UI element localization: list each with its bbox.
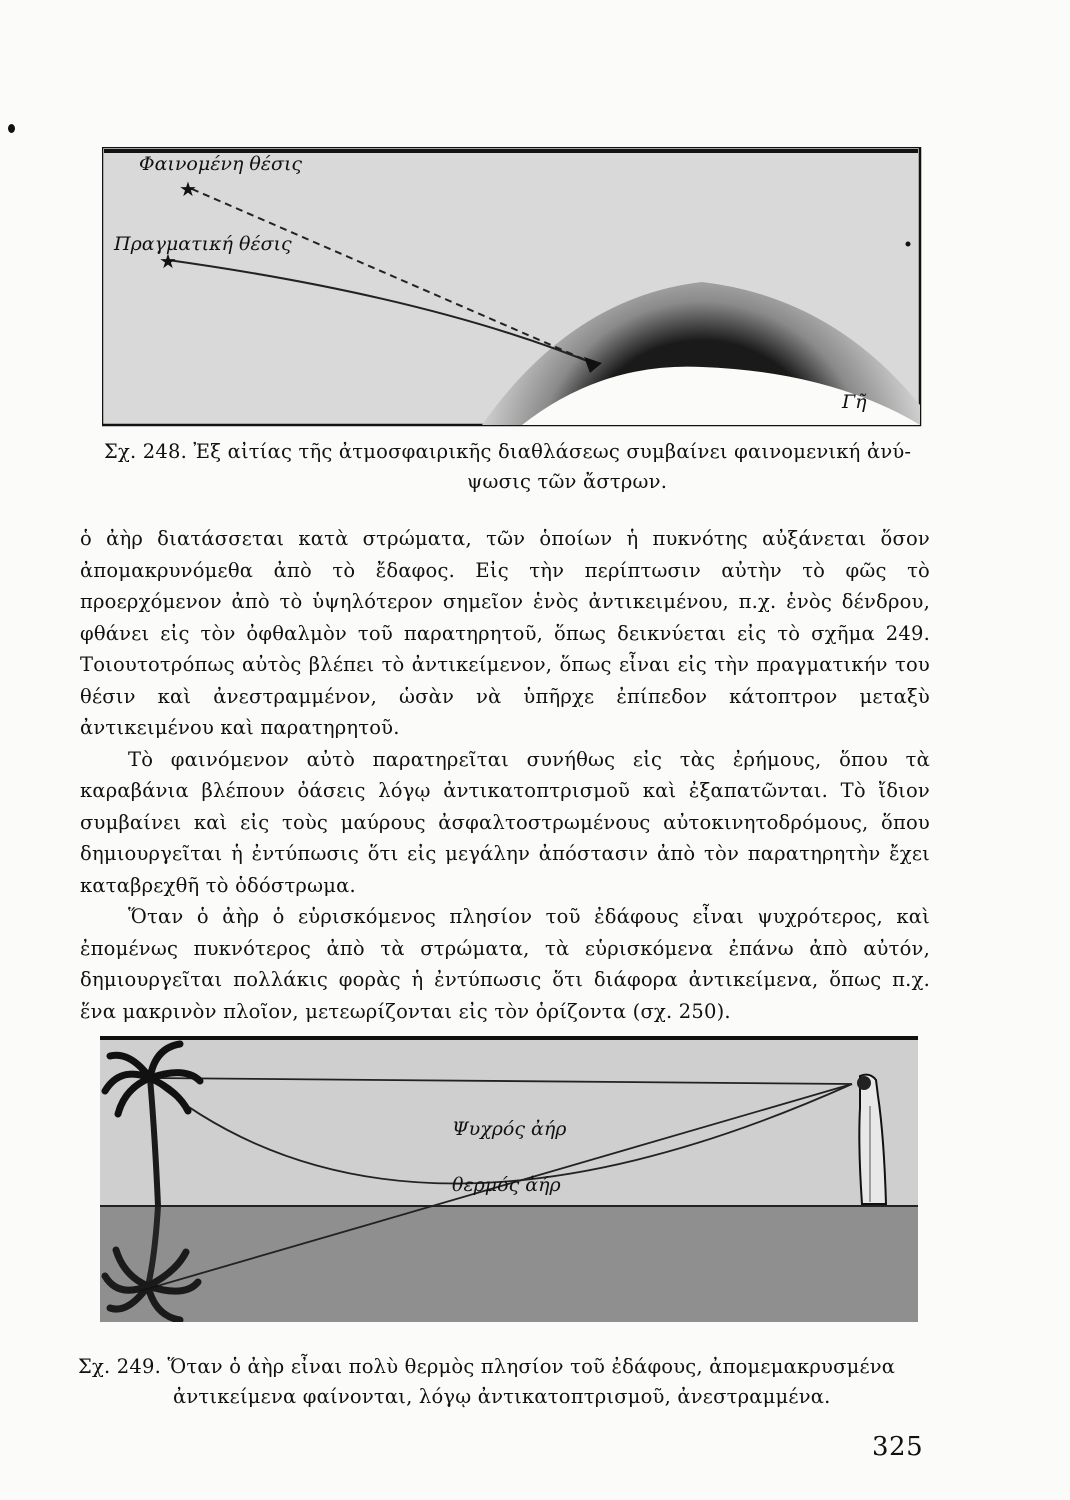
- caption-249-line-2: ἀντικείμενα φαίνονται, λόγῳ ἀντικατοπτρισμοῦ, ἀνεστραμμένα.: [173, 1385, 831, 1408]
- ground-area: [100, 1206, 918, 1322]
- margin-dot: [8, 124, 15, 133]
- body-text: [80, 523, 930, 1027]
- figure-248-illustration: [102, 147, 922, 427]
- paragraph-2: Τὸ φαινόμενον αὐτὸ παρατηρεῖται συνήθως εἰς τὰς ἐρήμους, ὅπου τὰ καραβάνια βλέπουν ὀάσεις λόγῳ ἀντικατοπτρισμοῦ καὶ ἐξαπατῶνται. Τὸ ἴδιον συμβαίνει καὶ εἰς τοὺς μαύρους ἀσφαλτοστρωμένους αὐτοκινητοδρόμους, ὅπου δημιουργεῖται ἡ ἐντύπωσις ὅτι εἰς μεγάλην ἀπόστασιν ἀπὸ τὸν παρατηρητὴν ἔχει καταβρεχθῆ τὸ ὁδόστρωμα.: [80, 747, 930, 897]
- caption-249-line-1: Σχ. 249. Ὅταν ὁ ἀὴρ εἶναι πολὺ θερμὸς πλησίον τοῦ ἐδάφους, ἀπομεμακρυσμένα: [78, 1355, 896, 1378]
- apparent-star-icon: ★: [179, 177, 197, 201]
- real-star-icon: ★: [159, 249, 177, 273]
- cold-air-label: Ψυχρός ἀήρ: [452, 1118, 567, 1140]
- earth-label: Γῆ: [842, 391, 867, 413]
- warm-air-label: θερμός ἀήρ: [452, 1174, 561, 1196]
- figure-249: [100, 1036, 918, 1322]
- apparent-position-label: Φαινομένη θέσις: [139, 153, 303, 175]
- paragraph-1: ὁ ἀὴρ διατάσσεται κατὰ στρώματα, τῶν ὁποίων ἡ πυκνότης αὐξάνεται ὅσον ἀπομακρυνόμεθα ἀπὸ τὸ ἔδαφος. Εἰς τὴν περίπτωσιν αὐτὴν τὸ φῶς τὸ προερχόμενον ἀπὸ τὸ ὑψηλότερον σημεῖον ἑνὸς ἀντικειμένου, π.χ. ἑνὸς δένδρου, φθάνει εἰς τὸν ὀφθαλμὸν τοῦ παρατηρητοῦ, ὅπως δεικνύεται εἰς τὸ σχῆμα 249. Τοιουτοτρόπως αὐτὸς βλέπει τὸ ἀντικείμενον, ὅπως εἶναι εἰς τὴν πραγματικήν του θέσιν καὶ ἀνεστραμμένον, ὡσὰν νὰ ὑπῆρχε ἐπίπεδον κάτοπτρον μεταξὺ ἀντικειμένου καὶ παρατηρητοῦ.: [80, 527, 930, 739]
- page-number: 325: [872, 1432, 924, 1462]
- caption-248-line-1: Σχ. 248. Ἐξ αἰτίας τῆς ἀτμοσφαιρικῆς διαθλάσεως συμβαίνει φαινομενική ἀνύ-: [104, 440, 912, 463]
- real-position-label: Πραγματική θέσις: [114, 233, 292, 255]
- figure-249-caption: [78, 1352, 895, 1412]
- figure-248: [102, 147, 922, 427]
- paragraph-3: Ὅταν ὁ ἀὴρ ὁ εὑρισκόμενος πλησίον τοῦ ἐδάφους εἶναι ψυχρότερος, καὶ ἐπομένως πυκνότερος ἀπὸ τὰ στρώματα, τὰ εὑρισκόμενα ἐπάνω ἀπὸ αὐτόν, δημιουργεῖται πολλάκις φορὰς ἡ ἐντύπωσις ὅτι διάφορα ἀντικείμενα, ὅπως π.χ. ἕνα μακρινὸν πλοῖον, μετεωρίζονται εἰς τὸν ὁρίζοντα (σχ. 250).: [80, 905, 930, 1023]
- caption-248-line-2: ψωσις τῶν ἄστρων.: [467, 470, 668, 493]
- figure-248-caption: [104, 437, 911, 497]
